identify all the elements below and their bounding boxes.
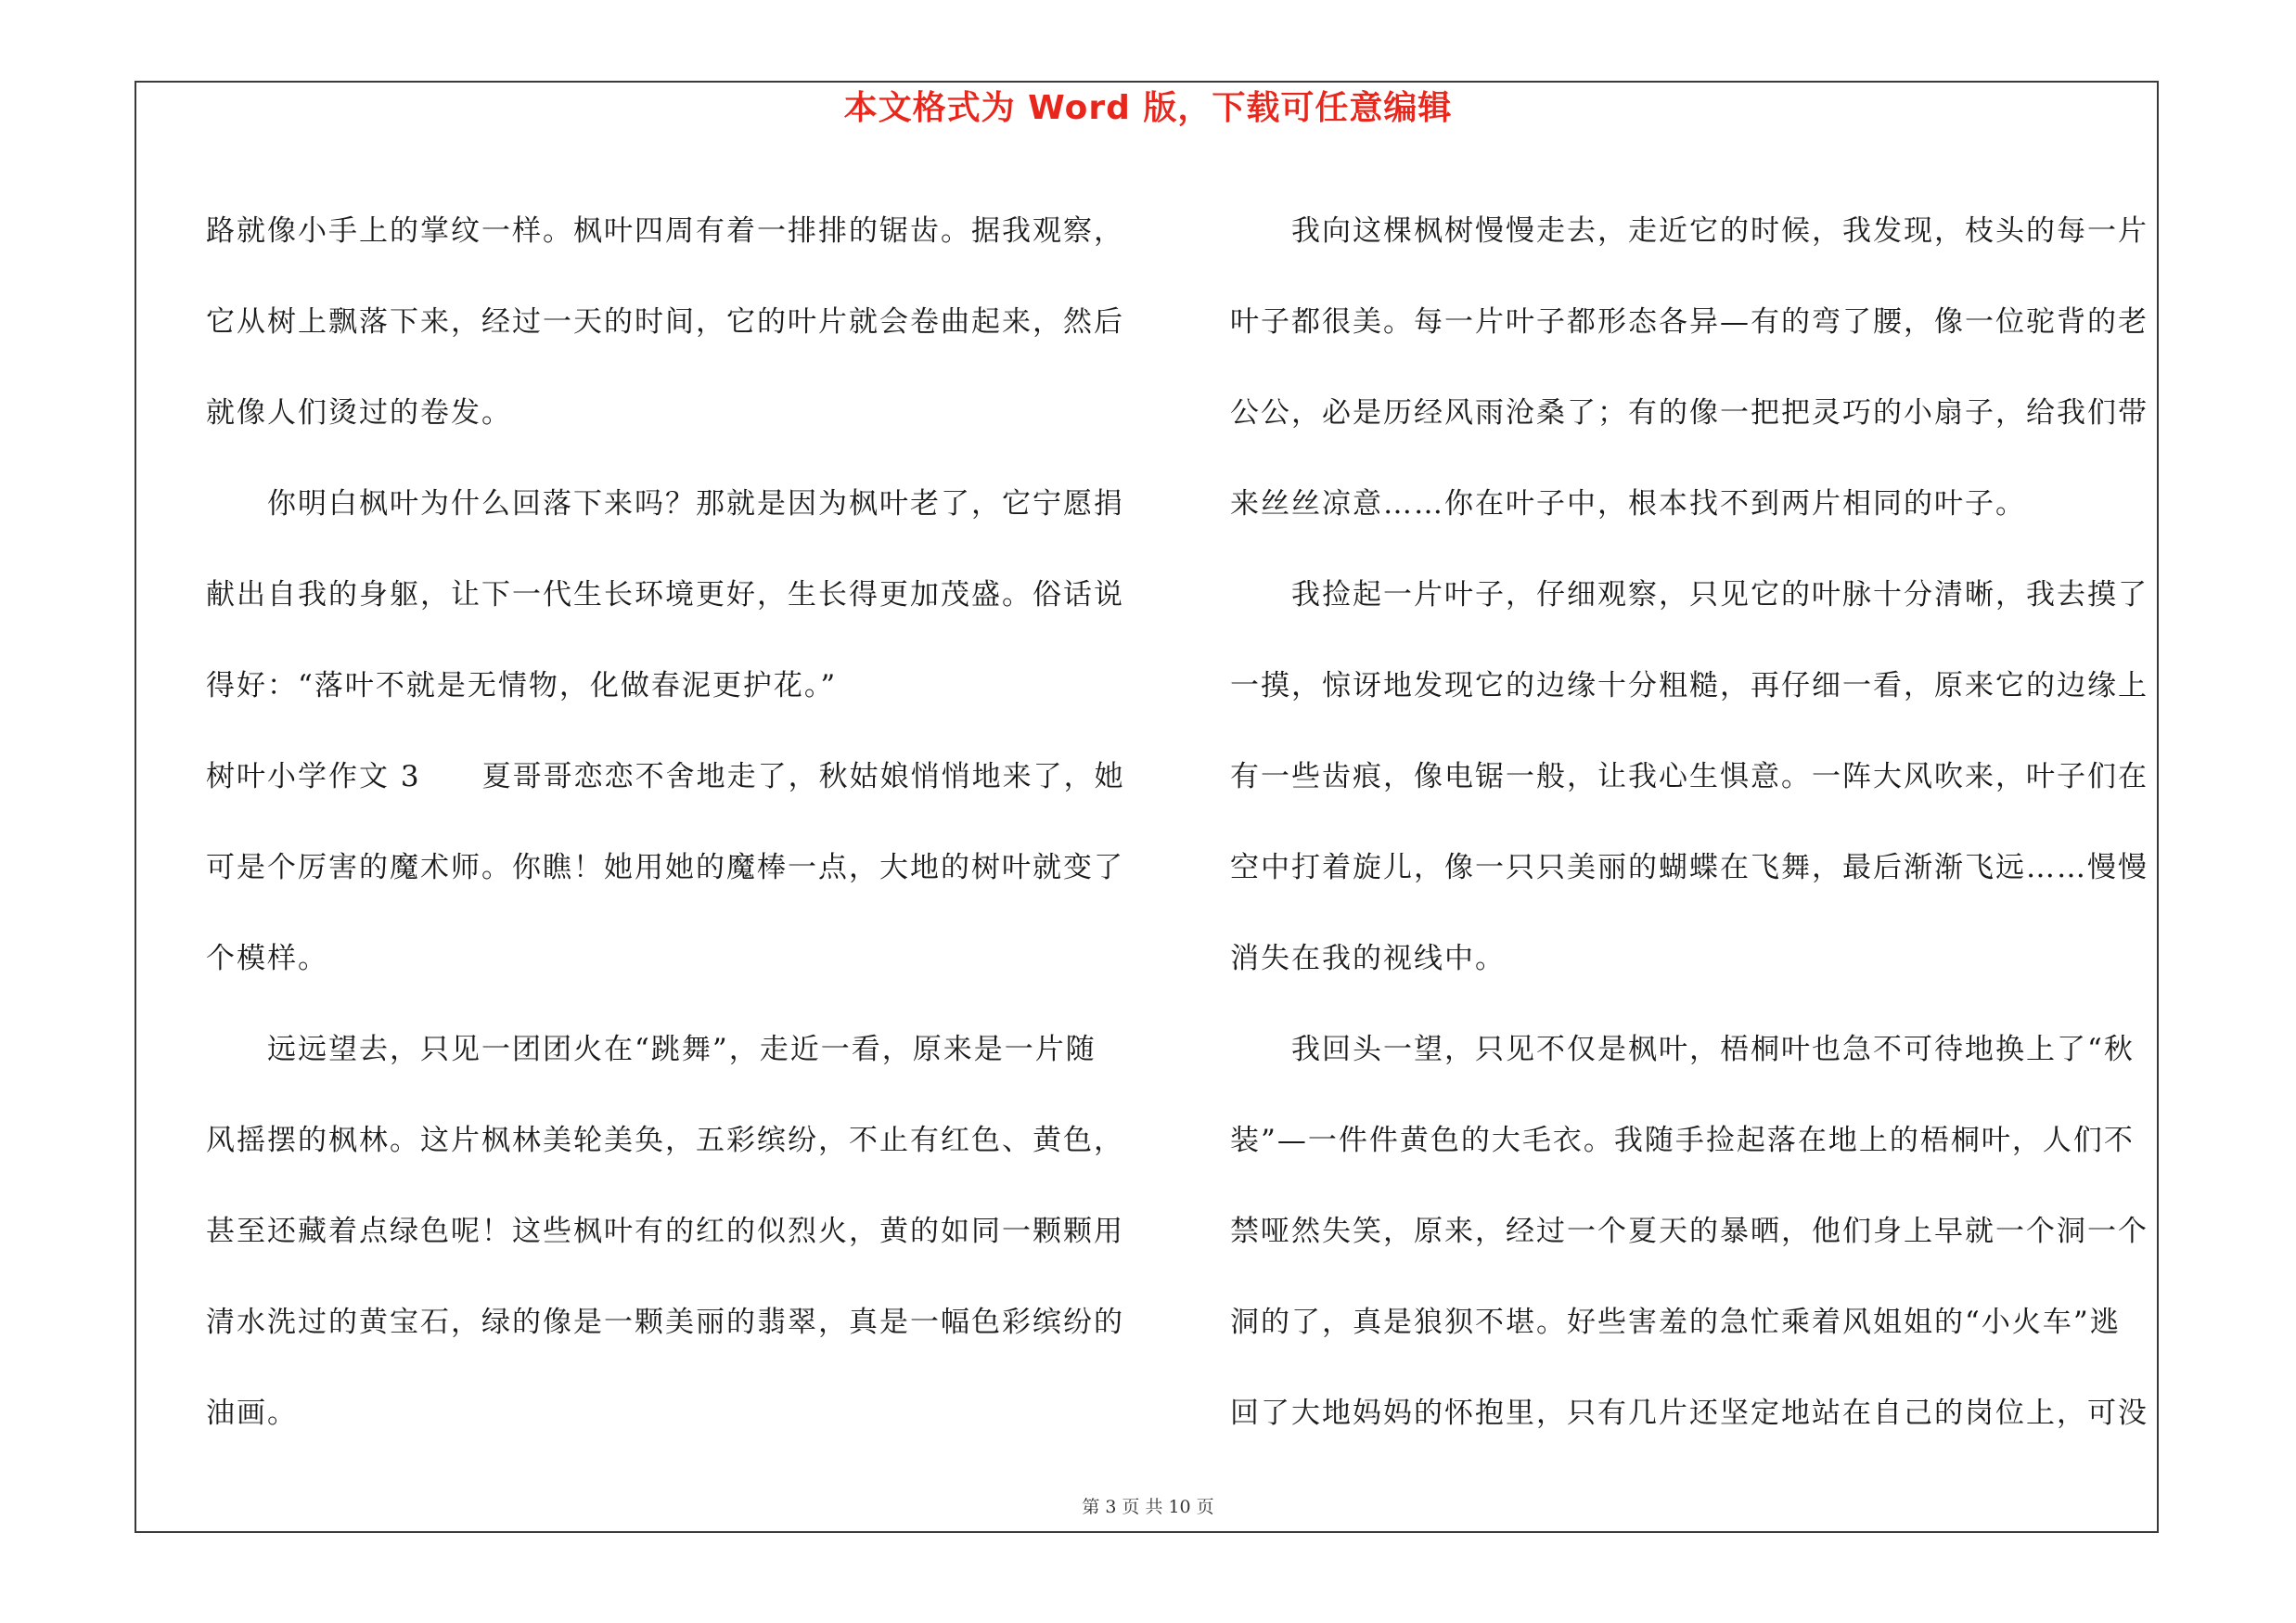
word-format-banner: 本文格式为 Word 版，下载可任意编辑 (843, 89, 1453, 127)
page-separator: 页 共 (1122, 1497, 1163, 1517)
right-text-column (1230, 186, 2150, 1459)
section-heading-line: 树叶小学作文 3 夏哥哥恋恋不舍地走了，秋姑娘悄悄地来了，她 (206, 760, 1125, 793)
page-number-footer (0, 1494, 2296, 1520)
text-line: 个模样。 (206, 942, 328, 975)
text-line: 装”—一件件黄色的大毛衣。我随手捡起落在地上的梧桐叶，人们不 (1230, 1124, 2135, 1157)
page-label: 第 (1082, 1497, 1100, 1517)
page-total: 10 (1168, 1497, 1191, 1517)
text-line: 来丝丝凉意……你在叶子中，根本找不到两片相同的叶子。 (1230, 487, 2026, 521)
text-line: 甚至还藏着点绿色呢！这些枫叶有的红的似烈火，黄的如同一颗颗用 (206, 1215, 1124, 1248)
left-text-column (206, 186, 1126, 1459)
text-line: 你明白枫叶为什么回落下来吗？那就是因为枫叶老了，它宁愿捐 (267, 487, 1124, 521)
text-line: 有一些齿痕，像电锯一般，让我心生惧意。一阵大风吹来，叶子们在 (1230, 760, 2148, 793)
text-line: 空中打着旋儿，像一只只美丽的蝴蝶在飞舞，最后渐渐飞远……慢慢 (1230, 851, 2148, 884)
text-line: 我向这棵枫树慢慢走去，走近它的时候，我发现，枝头的每一片 (1291, 214, 2148, 248)
text-line: 消失在我的视线中。 (1230, 942, 1506, 975)
text-line: 可是个厉害的魔术师。你瞧！她用她的魔棒一点，大地的树叶就变了 (206, 851, 1124, 884)
text-line: 我回头一望，只见不仅是枫叶，梧桐叶也急不可待地换上了“秋 (1291, 1033, 2135, 1066)
text-line: 我捡起一片叶子，仔细观察，只见它的叶脉十分清晰，我去摸了 (1291, 578, 2148, 612)
text-line: 公公，必是历经风雨沧桑了；有的像一把把灵巧的小扇子，给我们带 (1230, 396, 2148, 430)
text-line: 远远望去，只见一团团火在“跳舞”，走近一看，原来是一片随 (267, 1033, 1097, 1066)
text-line: 洞的了，真是狼狈不堪。好些害羞的急忙乘着风姐姐的“小火车”逃 (1230, 1306, 2121, 1339)
text-line: 路就像小手上的掌纹一样。枫叶四周有着一排排的锯齿。据我观察， (206, 214, 1124, 248)
text-line: 清水洗过的黄宝石，绿的像是一颗美丽的翡翠，真是一幅色彩缤纷的 (206, 1306, 1124, 1339)
text-line: 油画。 (206, 1397, 298, 1430)
text-line: 就像人们烫过的卷发。 (206, 396, 512, 430)
text-line: 得好：“落叶不就是无情物，化做春泥更护花。” (206, 669, 838, 702)
text-line: 献出自我的身躯，让下一代生长环境更好，生长得更加茂盛。俗话说 (206, 578, 1124, 612)
text-line: 叶子都很美。每一片叶子都形态各异—有的弯了腰，像一位驼背的老 (1230, 305, 2148, 339)
text-line: 风摇摆的枫林。这片枫林美轮美奂，五彩缤纷，不止有红色、黄色， (206, 1124, 1124, 1157)
page-current: 3 (1105, 1497, 1117, 1517)
text-line: 禁哑然失笑，原来，经过一个夏天的暴晒，他们身上早就一个洞一个 (1230, 1215, 2148, 1248)
text-line: 它从树上飘落下来，经过一天的时间，它的叶片就会卷曲起来，然后 (206, 305, 1124, 339)
page-end: 页 (1196, 1497, 1214, 1517)
text-line: 一摸，惊讶地发现它的边缘十分粗糙，再仔细一看，原来它的边缘上 (1230, 669, 2148, 702)
text-line: 回了大地妈妈的怀抱里，只有几片还坚定地站在自己的岗位上，可没 (1230, 1397, 2148, 1430)
